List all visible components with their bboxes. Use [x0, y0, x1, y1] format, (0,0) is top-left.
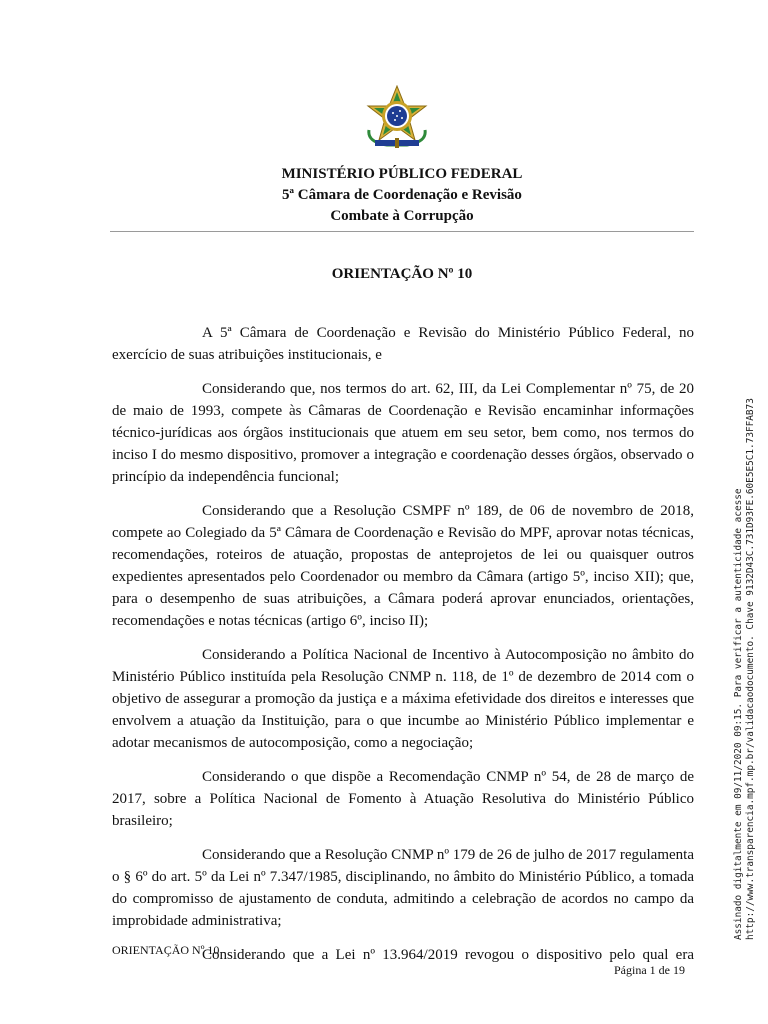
page-number: Página 1 de 19: [614, 963, 685, 977]
header: [110, 164, 694, 227]
document-title: ORIENTAÇÃO Nº 10: [331, 266, 473, 282]
paragraph: Considerando que a Lei nº 13.964/2019 revogou o dispositivo pelo qual era: [202, 947, 694, 963]
paragraph: Considerando o que dispõe a Recomendação CNMP nº 54, de 28 de março de 2017, sobre a Política Nacional de Fomento à Atuação Resolutiva do Ministério Público brasileiro;: [112, 769, 694, 829]
institution-name: MINISTÉRIO PÚBLICO FEDERAL: [281, 166, 523, 182]
footer-document-label: ORIENTAÇÃO Nº 10: [112, 943, 220, 957]
chamber-subject: Combate à Corrupção: [330, 208, 474, 224]
paragraph: Considerando a Política Nacional de Incentivo à Autocomposição no âmbito do Ministério Público instituída pela Resolução CNMP n. 118, de 1º de dezembro de 2014 com o objetivo de assegurar a promoção da justiça e a máxima efetividade dos direitos e interesses que envolvem a atuação da Instituição, para o que incumbe ao Ministério Público implementar e adotar mecanismos de autocomposição, como a negociação;: [112, 647, 694, 751]
coat-of-arms-icon: [366, 85, 428, 149]
paragraph: Considerando que a Resolução CSMPF nº 189, de 06 de novembro de 2018, compete ao Colegiado da 5ª Câmara de Coordenação e Revisão do MPF, aprovar notas técnicas, recomendações, roteiros de atuação, propostas de anteprojetos de lei ou quaisquer outros expedientes apresentados pelo Coordenador ou membro da Câmara (artigo 5º, inciso XII); que, para o desempenho de suas atribuições, a Câmara poderá aprovar enunciados, orientações, recomendações e notas técnicas (artigo 6º, inciso II);: [112, 503, 694, 629]
paragraph: A 5ª Câmara de Coordenação e Revisão do Ministério Público Federal, no exercício de suas atribuições institucionais, e: [112, 325, 694, 363]
paragraph: Considerando que a Resolução CNMP nº 179 de 26 de julho de 2017 regulamenta o § 6º do art. 5º da Lei nº 7.347/1985, disciplinando, no âmbito do Ministério Público, a tomada do compromisso de ajustamento de conduta, admitindo a celebração de acordos no campo da improbidade administrativa;: [112, 847, 694, 929]
digital-signature-stamp: [733, 398, 757, 940]
paragraph: Considerando que, nos termos do art. 62, III, da Lei Complementar nº 75, de 20 de maio de 1993, compete às Câmaras de Coordenação e Revisão encaminhar informações técnico-jurídicas aos órgãos institucionais que atuem em seu setor, bem como, nos termos do inciso I do mesmo dispositivo, promover a integração e coordenação desses órgãos, observado o princípio da independência funcional;: [112, 381, 694, 485]
signature-line: Assinado digitalmente em 09/11/2020 09:15. Para verificar a autenticidade acesse: [733, 488, 744, 940]
chamber-name: 5ª Câmara de Coordenação e Revisão: [282, 187, 522, 203]
signature-line: http://www.transparencia.mpf.mp.br/validacaodocumento. Chave 9132D43C.731D93FE.60E5E5C1.73FFAB73: [745, 398, 756, 940]
header-divider: [110, 231, 694, 232]
document-body: [112, 322, 694, 978]
